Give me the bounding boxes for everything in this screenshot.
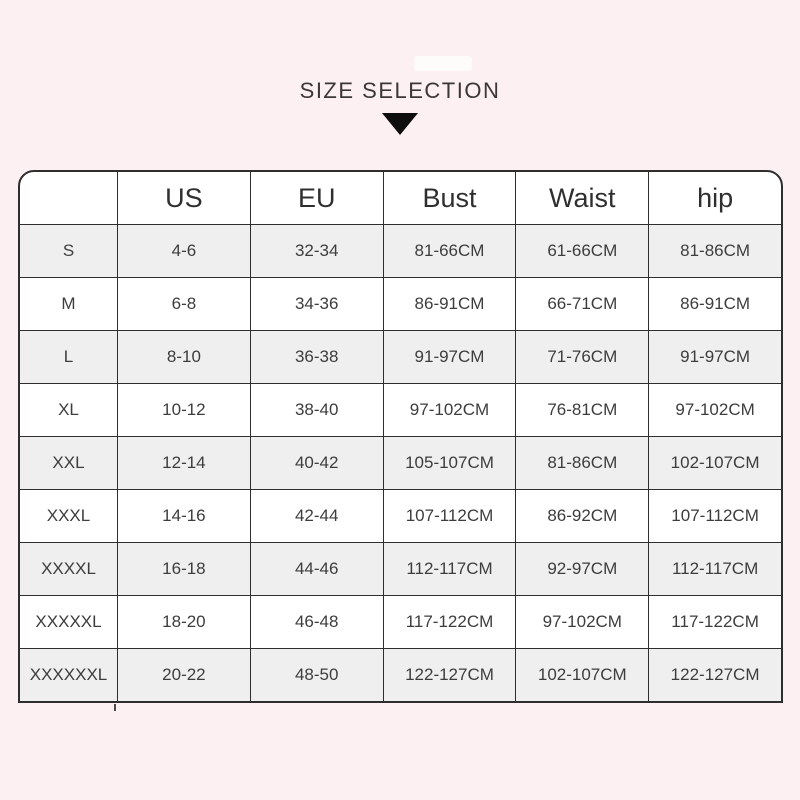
table-cell: 81-86CM [648,224,781,277]
table-cell: 46-48 [250,595,383,648]
table-cell: 117-122CM [648,595,781,648]
table-cell: 105-107CM [383,436,516,489]
size-label: XXXXXXL [20,648,117,701]
table-cell: 71-76CM [515,330,648,383]
column-header-bust: Bust [383,172,516,224]
table-cell: 97-102CM [383,383,516,436]
table-cell: 92-97CM [515,542,648,595]
table-cell: 16-18 [117,542,250,595]
table-cell: 14-16 [117,489,250,542]
table-cell: 117-122CM [383,595,516,648]
table-cell: 4-6 [117,224,250,277]
table-cell: 102-107CM [648,436,781,489]
table-cell: 36-38 [250,330,383,383]
table-cell: 91-97CM [648,330,781,383]
table-cell: 86-91CM [383,277,516,330]
table-cell: 44-46 [250,542,383,595]
table-cell: 122-127CM [648,648,781,701]
table-cell: 97-102CM [515,595,648,648]
arrow-down-icon [382,113,418,135]
column-header-eu: EU [250,172,383,224]
size-label: S [20,224,117,277]
table-cell: 81-66CM [383,224,516,277]
table-cell: 42-44 [250,489,383,542]
column-header-hip: hip [648,172,781,224]
table-cell: 86-91CM [648,277,781,330]
table-cell: 81-86CM [515,436,648,489]
table-cell: 122-127CM [383,648,516,701]
column-header-waist: Waist [515,172,648,224]
table-cell: 40-42 [250,436,383,489]
size-table [18,170,783,703]
table-cell: 8-10 [117,330,250,383]
table-cell: 97-102CM [648,383,781,436]
column-header-blank [20,172,117,224]
table-cell: 107-112CM [383,489,516,542]
table-cell: 32-34 [250,224,383,277]
page-title: SIZE SELECTION [299,78,501,103]
watermark-erase-patch [414,56,472,71]
table-cell: 76-81CM [515,383,648,436]
table-cell: 91-97CM [383,330,516,383]
table-cell: 12-14 [117,436,250,489]
size-label: M [20,277,117,330]
table-cell: 10-12 [117,383,250,436]
size-label: L [20,330,117,383]
table-cell: 112-117CM [383,542,516,595]
size-label: XXL [20,436,117,489]
table-cell: 20-22 [117,648,250,701]
column-header-us: US [117,172,250,224]
size-label: XL [20,383,117,436]
table-cell: 102-107CM [515,648,648,701]
table-cell: 66-71CM [515,277,648,330]
table-cell: 61-66CM [515,224,648,277]
table-cell: 34-36 [250,277,383,330]
table-cell: 112-117CM [648,542,781,595]
table-cell: 6-8 [117,277,250,330]
size-label: XXXXXL [20,595,117,648]
table-cell: 18-20 [117,595,250,648]
size-label: XXXXL [20,542,117,595]
table-border-tick [114,704,116,711]
size-label: XXXL [20,489,117,542]
table-cell: 38-40 [250,383,383,436]
table-cell: 48-50 [250,648,383,701]
table-cell: 107-112CM [648,489,781,542]
table-cell: 86-92CM [515,489,648,542]
